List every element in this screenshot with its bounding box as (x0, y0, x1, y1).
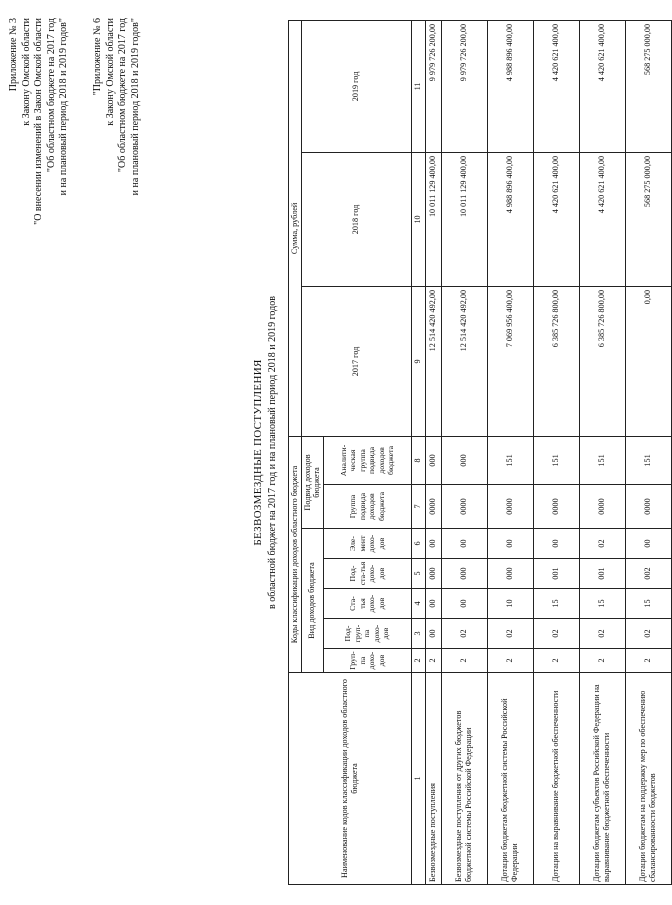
code-podstatya: 001 (579, 559, 625, 589)
code-analytic: 000 (425, 436, 441, 484)
table-row (425, 20, 441, 884)
header-statya: Ста-тья дохо-дов (323, 589, 411, 619)
column-number: 3 (411, 619, 425, 649)
table-row (625, 20, 671, 884)
amount-2017: 6 385 726 800,00 (579, 286, 625, 436)
code-statya: 00 (441, 589, 487, 619)
amount-2017: 12 514 420 492,00 (425, 286, 441, 436)
code-podstatya: 000 (487, 559, 533, 589)
code-statya: 15 (533, 589, 579, 619)
header-sum: Сумма, рублей (289, 20, 302, 436)
appendix-line: к Закону Омской области (20, 18, 32, 126)
code-analytic: 151 (533, 436, 579, 484)
header-group-podvid: Группа подвида доходов бюджета (323, 485, 411, 529)
appendix-line: к Закону Омской области (104, 18, 116, 126)
code-statya: 10 (487, 589, 533, 619)
code-group: 2 (487, 649, 533, 673)
row-name: Безвозмездные поступления от других бюджетов бюджетной системы Российской Федерации (441, 673, 487, 885)
appendix-line: Приложение № 3 (8, 18, 19, 92)
header-2019: 2019 год (301, 20, 411, 152)
code-element: 00 (487, 529, 533, 559)
appendix-line: "Об областном бюджете на 2017 год (45, 18, 57, 173)
column-number: 6 (411, 529, 425, 559)
header-name: Наименование кодов классификации доходов областного бюджета (289, 673, 412, 885)
code-statya: 00 (425, 589, 441, 619)
code-element: 00 (425, 529, 441, 559)
code-podgroup: 02 (625, 619, 671, 649)
table-row (579, 20, 625, 884)
amount-2018: 568 275 000,00 (625, 152, 671, 286)
code-group-podvid: 0000 (579, 485, 625, 529)
code-podstatya: 001 (533, 559, 579, 589)
amount-2017: 12 514 420 492,00 (441, 286, 487, 436)
row-name: Дотации бюджетам бюджетной системы Российской Федерации (487, 673, 533, 885)
document-subtitle: в областной бюджет на 2017 год и на плановый период 2018 и 2019 годов (267, 296, 278, 609)
code-podgroup: 00 (425, 619, 441, 649)
appendix-line: и на плановый период 2018 и 2019 годов" (129, 18, 141, 196)
column-number: 4 (411, 589, 425, 619)
header-podgroup: Под-груп-па дохо-дов (323, 619, 411, 649)
appendix-3-header (8, 18, 71, 225)
code-group: 2 (441, 649, 487, 673)
appendix-line: и на плановый период 2018 и 2019 годов" (58, 18, 69, 196)
amount-2019: 568 275 000,00 (625, 20, 671, 152)
header-codes: Коды классификации доходов областного бюджета (289, 436, 302, 672)
code-element: 00 (625, 529, 671, 559)
code-group-podvid: 0000 (441, 485, 487, 529)
code-element: 00 (441, 529, 487, 559)
column-number: 1 (411, 673, 425, 885)
code-statya: 15 (625, 589, 671, 619)
column-number: 8 (411, 436, 425, 484)
code-podstatya: 000 (441, 559, 487, 589)
code-podgroup: 02 (533, 619, 579, 649)
amount-2019: 4 420 621 400,00 (533, 20, 579, 152)
code-statya: 15 (579, 589, 625, 619)
amount-2019: 9 979 726 200,00 (441, 20, 487, 152)
code-element: 02 (579, 529, 625, 559)
row-name: Дотации бюджетам субъектов Российской Федерации на выравнивание бюджетной обеспеченности (579, 673, 625, 885)
amount-2019: 4 420 621 400,00 (579, 20, 625, 152)
amount-2017: 7 069 956 400,00 (487, 286, 533, 436)
row-name: Дотации бюджетам на поддержку мер по обеспечению сбалансированности бюджетов (625, 673, 671, 885)
revenue-table (288, 20, 672, 885)
code-podstatya: 000 (425, 559, 441, 589)
amount-2018: 10 011 129 400,00 (441, 152, 487, 286)
code-group-podvid: 0000 (487, 485, 533, 529)
code-podgroup: 02 (579, 619, 625, 649)
amount-2019: 4 988 896 400,00 (487, 20, 533, 152)
header-2018: 2018 год (301, 152, 411, 286)
code-group: 2 (579, 649, 625, 673)
appendix-line: "Приложение № 6 (92, 18, 103, 96)
code-group: 2 (533, 649, 579, 673)
table-row (441, 20, 487, 884)
table-row (533, 20, 579, 884)
header-element: Эле-мент дохо-дов (323, 529, 411, 559)
header-podstatya: Под-ста-тья дохо-дов (323, 559, 411, 589)
code-element: 00 (533, 529, 579, 559)
amount-2018: 4 988 896 400,00 (487, 152, 533, 286)
amount-2018: 10 011 129 400,00 (425, 152, 441, 286)
column-number: 7 (411, 485, 425, 529)
code-analytic: 151 (487, 436, 533, 484)
code-podgroup: 02 (441, 619, 487, 649)
header-vid: Вид доходов бюджета (301, 529, 323, 673)
code-group-podvid: 0000 (533, 485, 579, 529)
amount-2017: 6 385 726 800,00 (533, 286, 579, 436)
amount-2017: 0,00 (625, 286, 671, 436)
document-title: БЕЗВОЗМЕЗДНЫЕ ПОСТУПЛЕНИЯ (252, 359, 264, 546)
code-analytic: 151 (579, 436, 625, 484)
table-row (487, 20, 533, 884)
code-group: 2 (625, 649, 671, 673)
appendix-line: "Об областном бюджете на 2017 год (117, 18, 128, 173)
header-group: Груп-па дохо-дов (323, 649, 411, 673)
row-name: Дотации на выравнивание бюджетной обеспеченности (533, 673, 579, 885)
appendix-line: "О внесении изменений в Закон Омской области (33, 18, 44, 225)
column-number: 10 (411, 152, 425, 286)
code-analytic: 000 (441, 436, 487, 484)
row-name: Безвозмездные поступления (425, 673, 441, 885)
column-number: 11 (411, 20, 425, 152)
header-2017: 2017 год (301, 286, 411, 436)
amount-2018: 4 420 621 400,00 (579, 152, 625, 286)
code-group: 2 (425, 649, 441, 673)
header-analytic: Аналити-ческая группа подвида доходов бюджета (323, 436, 411, 484)
amount-2019: 9 979 726 200,00 (425, 20, 441, 152)
column-number: 9 (411, 286, 425, 436)
code-group-podvid: 0000 (425, 485, 441, 529)
code-group-podvid: 0000 (625, 485, 671, 529)
appendix-6-header (92, 18, 142, 195)
header-podvid: Подвид доходов бюджета (301, 436, 323, 528)
column-number: 5 (411, 559, 425, 589)
code-podstatya: 002 (625, 559, 671, 589)
code-analytic: 151 (625, 436, 671, 484)
column-number: 2 (411, 649, 425, 673)
code-podgroup: 02 (487, 619, 533, 649)
amount-2018: 4 420 621 400,00 (533, 152, 579, 286)
